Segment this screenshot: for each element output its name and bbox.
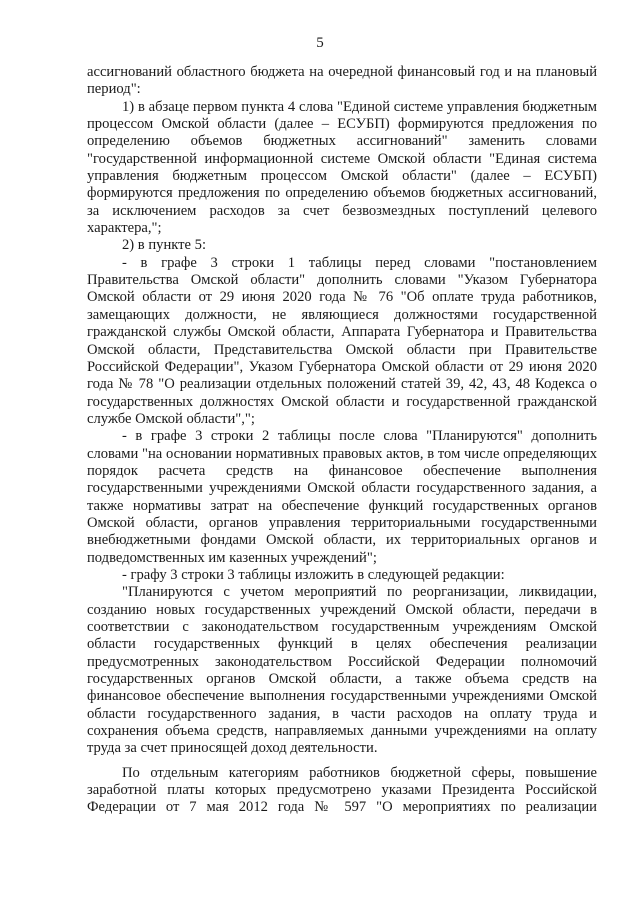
paragraph-categories: По отдельным категориям работников бюджетной сферы, повышение заработной платы которых предусмотрено указами Президента Российской Федерации от 7 мая 2012 года № 597 "О мероприятиях по реализации [87,764,597,816]
paragraph-item-1: 1) в абзаце первом пункта 4 слова "Единой системе управления бюджетным процессом Омской области (далее – ЕСУБП) формируются предложения по определению объемов бюджетных ассигнований" заменить словами "государственной информационной системе Омской области "Единая система управления бюджетным процессом Омской области" (далее – ЕСУБП) формируются предложения по определению объемов бюджетных ассигнований, за исключением расходов за счет безвозмездных поступлений целевого характера,"; [87,98,597,237]
paragraph-continuation: ассигнований областного бюджета на очередной финансовый год и на плановый период": [87,64,597,98]
paragraph-dash-row-3: - графу 3 строки 3 таблицы изложить в следующей редакции: [122,566,505,583]
paragraph-dash-row-1: - в графе 3 строки 1 таблицы перед словами "постановлением Правительства Омской области" дополнить словами "Указом Губернатора Омской области от 29 июня 2020 года № 76 "Об оплате труда работников, замещающих должности, не являющиеся должностями государственной гражданской службы Омской области, Аппарата Губернатора и Правительства Омской области, Представительства Омской области при Правительстве Российской Федерации", Указом Губернатора Омской области от 29 июня 2020 года № 78 "О реализации отдельных положений статей 39, 42, 43, 48 Кодекса о государственных должностях Омской области и государственной гражданской службе Омской области","; [87,254,597,427]
page-number: 5 [316,35,324,51]
paragraph-item-2: 2) в пункте 5: [122,237,207,254]
document-body [87,64,597,817]
paragraph-dash-row-2: - в графе 3 строки 2 таблицы после слова "Планируются" дополнить словами "на основании нормативных правовых актов, в том числе определяющих порядок расчета средств на финансовое обеспечение выполнения государственными учреждениями Омской области государственного задания, а также нормативы затрат на обеспечение функций государственных органов Омской области, органов управления территориальными государственными внебюджетными фондами Омской области, их территориальных органов и подведомственных им казенных учреждений"; [87,428,597,566]
paragraph-quoted-text: "Планируются с учетом мероприятий по реорганизации, ликвидации, созданию новых государственных учреждений Омской области, передачи в соответствии с законодательством государственным учреждениям Омской области государственных функций в целях обеспечения реализации предусмотренных законодательством Российской Федерации полномочий государственных органов Омской области, а также объема средств на финансовое обеспечение выполнения государственными учреждениями Омской области государственного задания, в части расходов на оплату труда и сохранения объема средств, направляемых данными учреждениями на оплату труда за счет приносящей доход деятельности. [87,584,597,757]
